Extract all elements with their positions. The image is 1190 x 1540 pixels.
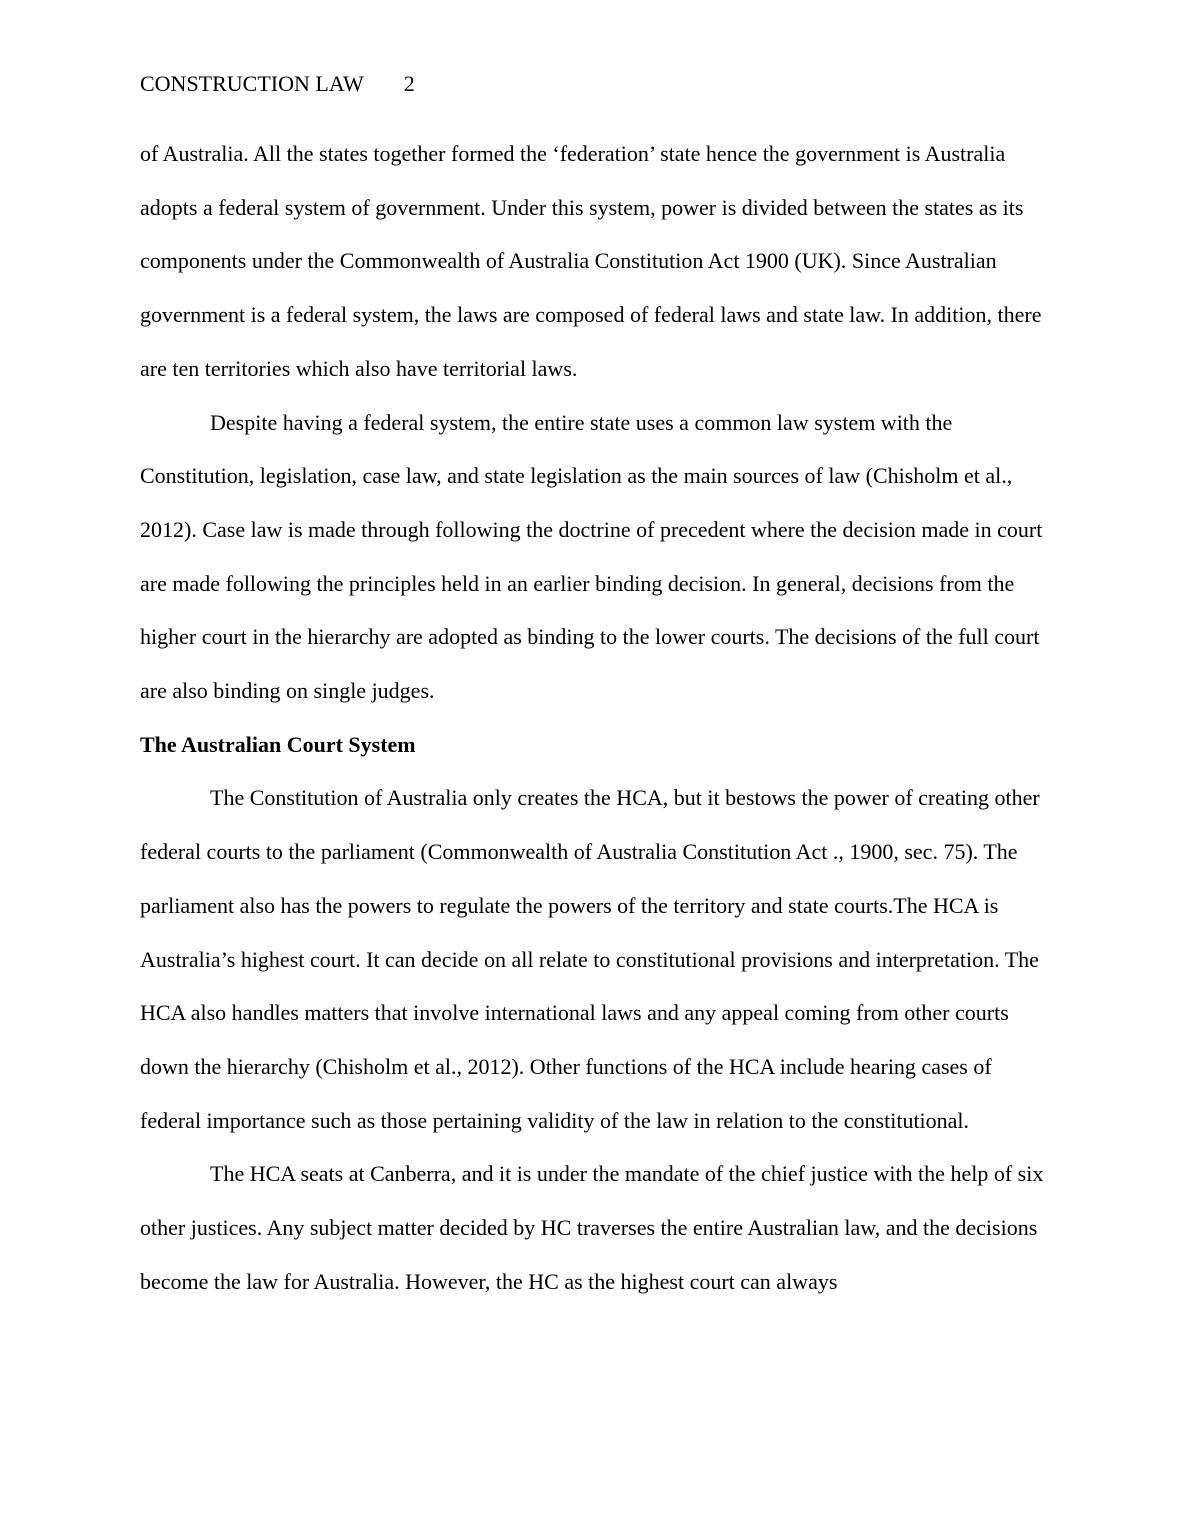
paragraph-constitution: The Constitution of Australia only creates the HCA, but it bestows the power of creating other federal courts to the parliament (Commonwealth of Australia Constitution Act ., 1900, sec. 75). The parliament also has the powers to regulate the powers of the territory and state courts.The HCA is Australia’s highest court. It can decide on all relate to constitutional provisions and interpretation. The HCA also handles matters that involve international laws and any appeal coming from other courts down the hierarchy (Chisholm et al., 2012). Other functions of the HCA include hearing cases of federal importance such as those pertaining validity of the law in relation to the constitutional.: [140, 785, 1040, 1133]
body-text: [140, 127, 1052, 1308]
paragraph-hca-canberra: The HCA seats at Canberra, and it is under the mandate of the chief justice with the help of six other justices. Any subject matter decided by HC traverses the entire Australian law, and the decisions become the law for Australia. However, the HC as the highest court can always: [140, 1161, 1044, 1294]
page-number: 2: [403, 71, 415, 96]
running-head: [140, 70, 415, 98]
running-head-title: CONSTRUCTION LAW: [140, 71, 364, 96]
section-heading: The Australian Court System: [140, 731, 416, 757]
paragraph-common-law: Despite having a federal system, the entire state uses a common law system with the Constitution, legislation, case law, and state legislation as the main sources of law (Chisholm et al., 2012). Case law is made through following the doctrine of precedent where the decision made in court are made following the principles held in an earlier binding decision. In general, decisions from the higher court in the hierarchy are adopted as binding to the lower courts. The decisions of the full court are also binding on single judges.: [140, 409, 1043, 704]
paragraph-continuation: of Australia. All the states together formed the ‘federation’ state hence the government is Australia adopts a federal system of government. Under this system, power is divided between the states as its components under the Commonwealth of Australia Constitution Act 1900 (UK). Since Australian government is a federal system, the laws are composed of federal laws and state law. In addition, there are ten territories which also have territorial laws.: [140, 141, 1042, 381]
